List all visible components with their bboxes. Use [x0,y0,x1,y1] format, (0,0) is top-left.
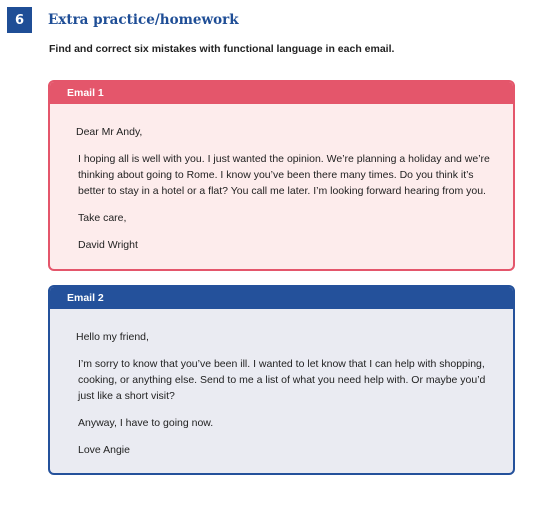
email-2-body [50,309,513,458]
email-1-greeting: Dear Mr Andy, [76,126,143,138]
instruction-text: Find and correct six mistakes with functional language in each email. [49,43,395,55]
email-2-paragraph: I’m sorry to know that you’ve been ill. I wanted to let know that I can help with shopping, cooking, or anything else. Send to me a list of what you need help with. Or maybe you’d just like a short visit? [78,358,486,402]
email-1-box [48,80,515,271]
email-1-paragraph: I hoping all is well with you. I just wanted the opinion. We’re planning a holiday and we’re thinking about going to Rome. I know you’ve been there many times. Do you think it’s better to stay in a hotel or a flat? You call me later. I’m looking forward hearing from you. [78,153,490,197]
email-2-signature: Love Angie [78,444,130,456]
email-2-closing: Anyway, I have to going now. [78,417,214,429]
section-number-badge: 6 [7,7,32,33]
email-2-box [48,285,515,475]
email-1-closing: Take care, [78,212,127,224]
email-1-signature: David Wright [78,239,138,251]
email-1-body [50,104,513,253]
section-title: Extra practice/homework [48,12,239,28]
email-1-header: Email 1 [50,82,513,104]
email-2-greeting: Hello my friend, [76,331,149,343]
email-2-header: Email 2 [50,287,513,309]
section-header [7,7,239,33]
